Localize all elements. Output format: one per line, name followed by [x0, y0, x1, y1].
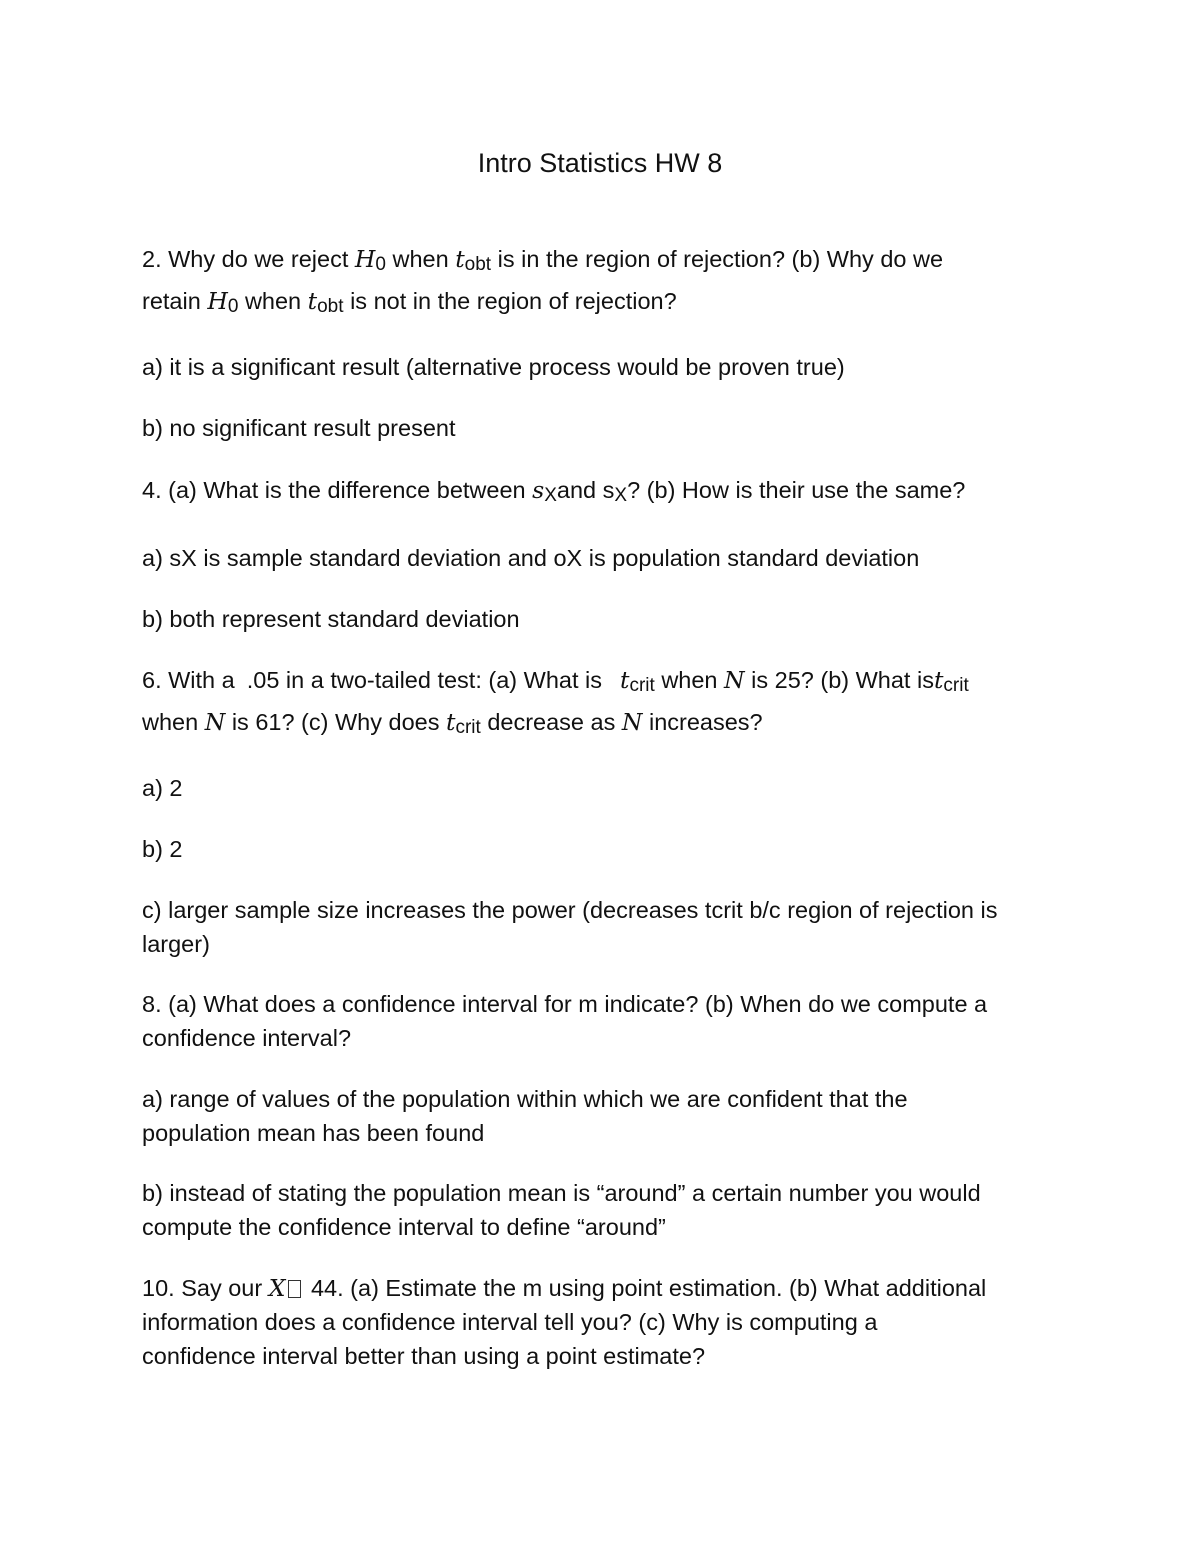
answer-6c-line-2: larger)	[142, 931, 210, 957]
answer-4b: b) both represent standard deviation	[142, 606, 520, 632]
question-10-line-1: 10. Say our X 44. (a) Estimate the m using point estimation. (b) What additional	[142, 1274, 987, 1302]
math-t-obt: tobt	[307, 287, 344, 317]
document-title: Intro Statistics HW 8	[477, 148, 723, 178]
math-t-obt: tobt	[455, 245, 492, 275]
answer-8b-line-1: b) instead of stating the population mean is “around” a certain number you would	[142, 1180, 981, 1206]
math-h0: H0	[207, 287, 239, 317]
answer-6a: a) 2	[142, 775, 183, 801]
answer-4a: a) sX is sample standard deviation and oX is population standard deviation	[142, 545, 920, 571]
question-8-line-1: 8. (a) What does a confidence interval for m indicate? (b) When do we compute a	[142, 991, 988, 1017]
math-s-x: sX	[532, 476, 557, 506]
answer-8a-line-1: a) range of values of the population within which we are confident that the	[142, 1086, 908, 1112]
math-h0: H0	[354, 245, 386, 275]
answer-2b: b) no significant result present	[142, 415, 456, 441]
question-2-line-1: 2. Why do we reject H0 when tobt is in the region of rejection? (b) Why do we	[142, 245, 944, 275]
math-t-crit: tcrit	[933, 666, 969, 696]
answer-6b: b) 2	[142, 836, 183, 862]
question-6-line-1: 6. With a .05 in a two-tailed test: (a) What is tcrit when N is 25? (b) What istcrit	[142, 666, 969, 696]
math-t-crit: tcrit	[446, 708, 481, 738]
question-10-line-3: confidence interval better than using a point estimate?	[142, 1343, 706, 1369]
question-6-line-2: when N is 61? (c) Why does tcrit decrease as N increases?	[142, 708, 763, 738]
question-2-line-2: retain H0 when tobt is not in the region of rejection?	[142, 287, 677, 317]
answer-8a-line-2: population mean has been found	[142, 1120, 485, 1146]
math-t-crit: tcrit	[620, 666, 655, 696]
answer-6c-line-1: c) larger sample size increases the power (decreases tcrit b/c region of rejection is	[142, 897, 998, 923]
question-4: 4. (a) What is the difference between sXand sX? (b) How is their use the same?	[142, 476, 966, 506]
question-10-line-2: information does a confidence interval tell you? (c) Why is computing a	[142, 1309, 878, 1335]
missing-glyph-box	[288, 1280, 301, 1298]
answer-2a: a) it is a significant result (alternative process would be proven true)	[142, 354, 845, 380]
answer-8b-line-2: compute the confidence interval to define “around”	[142, 1214, 666, 1240]
question-8-line-2: confidence interval?	[142, 1025, 352, 1051]
